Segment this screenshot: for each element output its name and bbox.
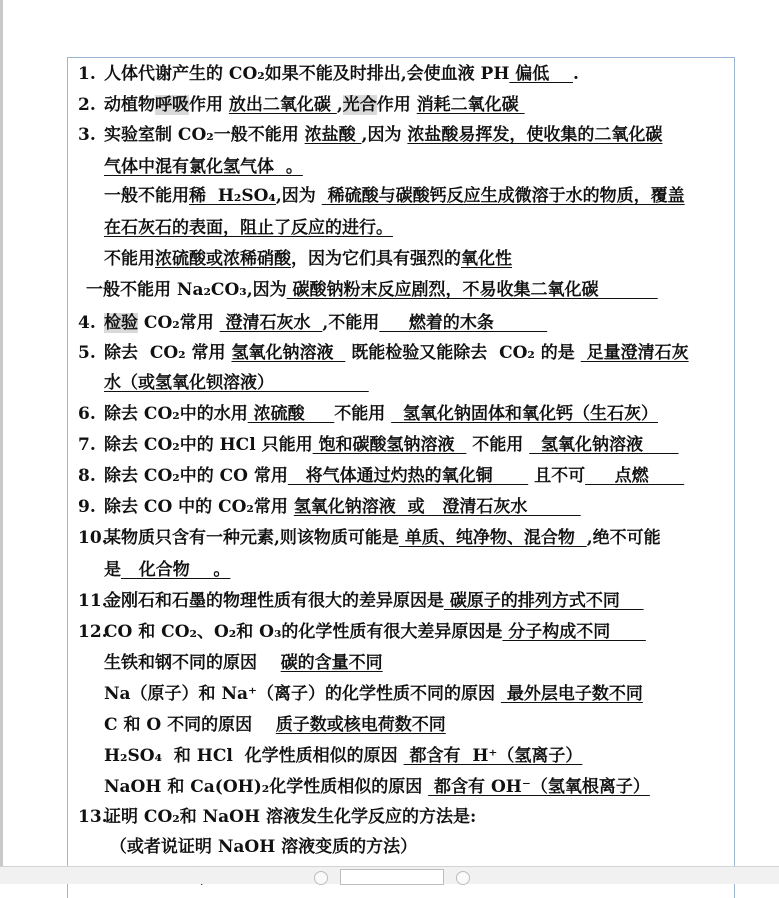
answer-blank: 浓盐酸 (304, 125, 362, 145)
answer-blank: 浓硫酸或浓稀硝酸 (155, 249, 291, 269)
question-text: ,因为 (361, 125, 408, 145)
question-text: 人体代谢产生的 CO₂如果不能及时排出,会使血液 PH (104, 64, 510, 84)
item-number: 12. (78, 622, 108, 642)
item-number: 7. (78, 435, 96, 455)
answer-blank: 质子数或核电荷数不同 (275, 715, 446, 735)
question-text: （或者说证明 NaOH 溶液变质的方法） (104, 837, 418, 857)
document-line (78, 525, 729, 551)
document-line (104, 834, 729, 860)
answer-blank: 浓硫酸 (247, 404, 335, 424)
question-text: , (336, 95, 343, 115)
document-line (78, 432, 729, 458)
document-line (78, 340, 729, 366)
document-line (104, 154, 729, 180)
question-text: 不能用 (466, 435, 530, 455)
answer-blank: 气体中混有氯化氢气体 。 (104, 157, 303, 177)
answer-blank: 消耗二氧化碳 (416, 95, 525, 115)
answer-blank: 稀硫酸与碳酸钙反应生成微溶于水的物质，覆盖 (321, 186, 685, 206)
question-text: 作用 (189, 95, 229, 115)
document-line (78, 92, 729, 118)
answer-blank: 饱和碳酸氢钠溶液 (312, 435, 467, 455)
window-left-edge (0, 0, 3, 883)
answer-blank: 氢氧化钠溶液 (231, 343, 346, 363)
answer-blank: 最外层电子数不同 (500, 684, 643, 704)
question-text: H₂SO₄ 和 HCl 化学性质相似的原因 (104, 746, 404, 766)
answer-blank: 澄清石灰水 (219, 313, 323, 333)
document-line (104, 183, 729, 209)
answer-blank: 水（或氢氧化钡溶液） (104, 373, 369, 393)
document-line (104, 650, 729, 676)
item-number: 13. (78, 807, 108, 827)
question-text: NaOH 和 Ca(OH)₂化学性质相似的原因 (104, 777, 429, 797)
question-text: 生铁和钢不同的原因 (104, 653, 281, 673)
answer-blank: 稀 H₂SO₄ (189, 186, 276, 206)
item-number: 8. (78, 466, 96, 486)
answer-blank: 浓盐酸易挥发，使收集的二氧化碳 (407, 125, 663, 145)
question-text: 一般不能用 Na₂CO₃,因为 (86, 280, 287, 300)
question-text: 实验室制 CO₂一般不能用 (104, 125, 305, 145)
document-line (78, 122, 729, 148)
answer-blank: 氧化性 (461, 249, 512, 269)
question-text: C 和 O 不同的原因 (104, 715, 276, 735)
document-line (104, 557, 729, 583)
document-line (86, 277, 729, 303)
question-text: 且不可 (528, 466, 586, 486)
highlighted-text: 呼吸 (155, 95, 189, 115)
question-text: 既能检验又能除去 CO₂ 的是 (345, 343, 581, 363)
item-number: 9. (78, 497, 96, 517)
question-text: 是 (104, 560, 121, 580)
answer-blank: 氢氧化钠固体和氧化钙（生石灰） (391, 404, 658, 424)
answer-blank: 放出二氧化碳 (228, 95, 337, 115)
answer-blank: 单质、纯净物、混合物 (398, 528, 587, 548)
document-line (78, 310, 729, 336)
question-text: 证明 CO₂和 NaOH 溶液发生化学反应的方法是: (104, 807, 477, 827)
question-text: 除去 CO 中的 CO₂常用 (104, 497, 294, 517)
question-text: ，因为它们具有强烈的 (291, 249, 461, 269)
answer-blank: 偏低 (509, 64, 573, 84)
question-text: 不能用 (334, 404, 392, 424)
item-number: 11. (78, 591, 108, 611)
answer-blank: 在石灰石的表面，阻止了反应的进行。 (104, 218, 393, 238)
answer-blank: 氢氧化钠溶液 或 澄清石灰水 (293, 497, 581, 517)
question-text: Na（原子）和 Na⁺（离子）的化学性质不同的原因 (104, 684, 501, 704)
item-number: 1. (78, 64, 96, 84)
answer-blank: 都含有 H⁺（氢离子） (403, 746, 583, 766)
highlighted-text: 检验 (104, 313, 138, 333)
answer-blank: 碳的含量不同 (280, 653, 383, 673)
document-line (78, 588, 729, 614)
answer-blank: 分子构成不同 (502, 622, 646, 642)
answer-blank: 点燃 (585, 466, 685, 486)
document-line (78, 463, 729, 489)
question-text: 不能用 (104, 249, 155, 269)
document-line (78, 401, 729, 427)
document-line (78, 61, 729, 87)
answer-blank: 碳原子的排列方式不同 (444, 591, 644, 611)
item-number: 6. (78, 404, 96, 424)
document-line (104, 370, 729, 396)
question-text: 某物质只含有一种元素,则该物质可能是 (104, 528, 399, 548)
answer-blank: 足量澄清石灰 (580, 343, 689, 363)
item-number: 5. (78, 343, 96, 363)
answer-blank: 碳酸钠粉末反应剧烈，不易收集二氧化碳 (286, 280, 658, 300)
document-line (78, 619, 729, 645)
item-number: 10. (78, 528, 108, 548)
question-text: 除去 CO₂ 常用 (104, 343, 232, 363)
document-line (104, 774, 729, 800)
question-text: 除去 CO₂中的 HCl 只能用 (104, 435, 313, 455)
question-text: ,因为 (275, 186, 322, 206)
document-line (104, 215, 729, 241)
answer-blank: 氢氧化钠溶液 (529, 435, 679, 455)
question-text: 金刚石和石墨的物理性质有很大的差异原因是 (104, 591, 444, 611)
question-text: CO 和 CO₂、O₂和 O₃的化学性质有很大差异原因是 (104, 622, 503, 642)
document-line (104, 743, 729, 769)
question-text: . (572, 64, 579, 84)
question-text: 除去 CO₂中的水用 (104, 404, 248, 424)
question-text: 作用 (376, 95, 417, 115)
question-text: 除去 CO₂中的 CO 常用 (104, 466, 288, 486)
question-text: 动植物 (104, 95, 155, 115)
document-line (78, 804, 729, 830)
answer-blank: 都含有 OH⁻（氢氧根离子） (428, 777, 650, 797)
document-line (104, 246, 729, 272)
question-text: ,绝不可能 (586, 528, 661, 548)
item-number: 4. (78, 313, 96, 333)
item-number: 3. (78, 125, 96, 145)
question-text: CO₂常用 (138, 313, 220, 333)
highlighted-text: 光合 (342, 95, 377, 115)
item-number: 2. (78, 95, 96, 115)
question-text: ,不能用 (322, 313, 380, 333)
question-text: 一般不能用 (104, 186, 189, 206)
document-line (78, 494, 729, 520)
document-line (104, 681, 729, 707)
answer-blank: 将气体通过灼热的氧化铜 (287, 466, 529, 486)
document-line (104, 712, 729, 738)
answer-blank: 燃着的木条 (379, 313, 548, 333)
answer-blank: 化合物 。 (121, 560, 231, 580)
